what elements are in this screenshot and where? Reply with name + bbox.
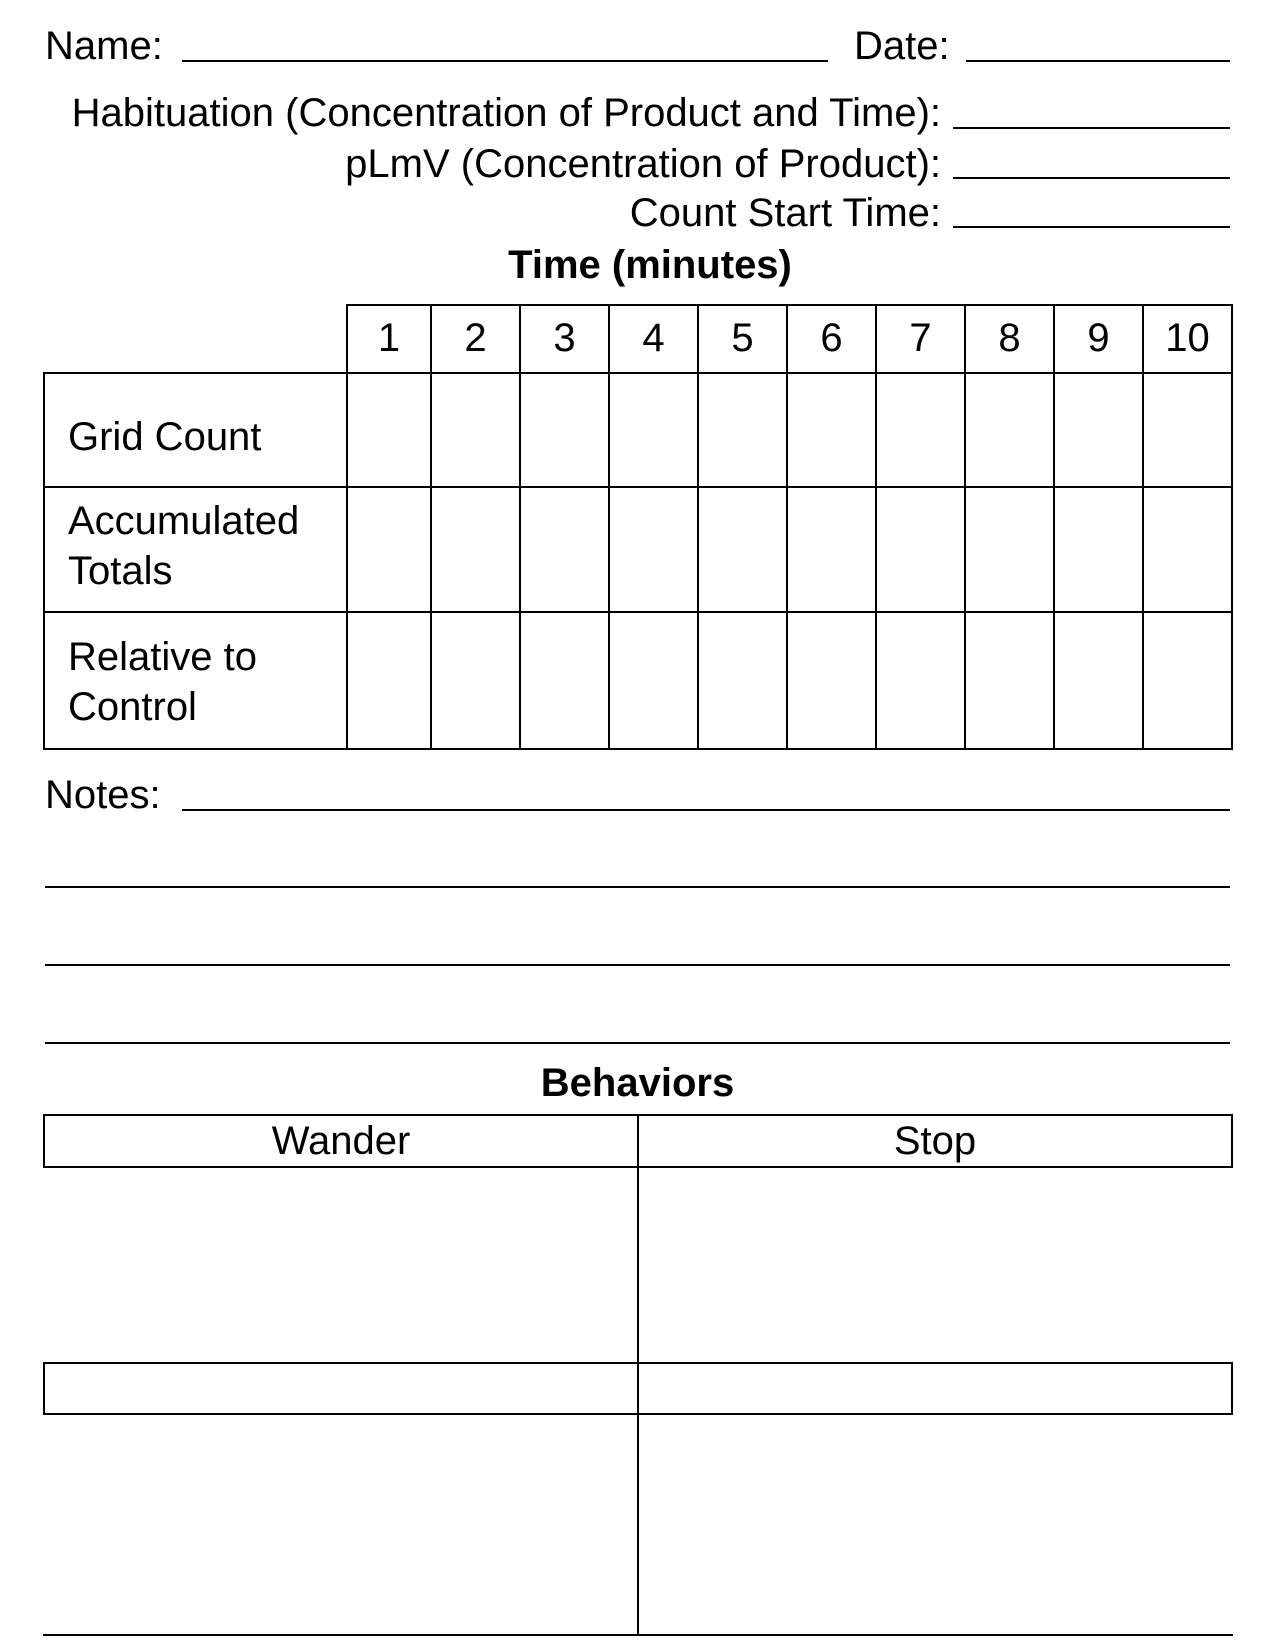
time-table-title: Time (minutes)	[508, 243, 792, 287]
row-label-relative-to-control: Relative to Control	[68, 635, 257, 729]
habituation-label: Habituation (Concentration of Product and Time):	[71, 91, 941, 135]
notes-label: Notes:	[45, 773, 161, 817]
behavior-column-wander: Wander	[271, 1119, 411, 1163]
behavior-column-stop: Stop	[893, 1119, 977, 1163]
time-column-header: 4	[642, 316, 665, 360]
row-label-accumulated-totals: Accumulated Totals	[68, 499, 300, 593]
date-label: Date:	[854, 24, 950, 68]
time-column-header: 7	[909, 316, 932, 360]
time-column-header: 6	[820, 316, 843, 360]
time-column-header: 10	[1165, 316, 1210, 360]
time-column-header: 1	[377, 316, 401, 360]
behaviors-title: Behaviors	[540, 1061, 735, 1105]
time-column-header: 9	[1087, 316, 1110, 360]
time-column-header: 5	[731, 316, 754, 360]
count-start-time-label: Count Start Time:	[629, 191, 941, 235]
row-label-grid-count: Grid Count	[68, 415, 262, 459]
time-column-header: 2	[464, 316, 487, 360]
time-column-header: 8	[998, 316, 1021, 360]
plmv-label: pLmV (Concentration of Product):	[345, 142, 941, 186]
name-label: Name:	[45, 24, 163, 68]
time-column-header: 3	[553, 316, 576, 360]
